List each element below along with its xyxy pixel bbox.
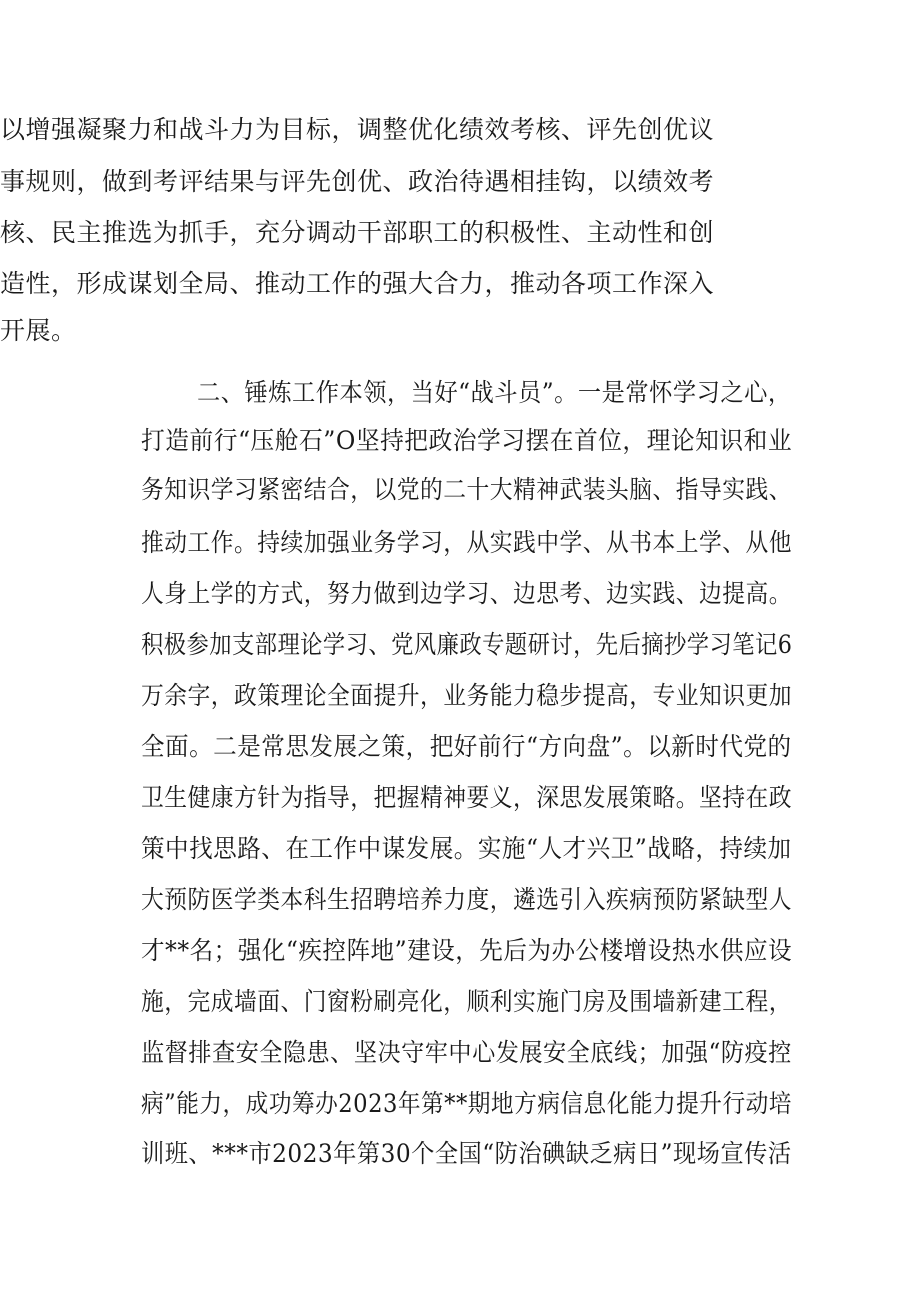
paragraph-line: 以增强凝聚力和战斗力为目标，调整优化绩效考核、评先创优议 xyxy=(0,115,715,144)
paragraph-line: 人身上学的方式，努力做到边学习、边思考、边实践、边提高。 xyxy=(141,579,793,608)
paragraph-line: 训班、***市2023年第30个全国“防治碘缺乏病日”现场宣传活 xyxy=(141,1139,792,1168)
paragraph-line: 卫生健康方针为指导，把握精神要义，深思发展策略。坚持在政 xyxy=(141,783,793,812)
paragraph-line: 监督排查安全隐患、坚决守牢中心发展安全底线；加强“防疫控 xyxy=(141,1038,792,1067)
paragraph-line: 施，完成墙面、门窗粉刷亮化，顺利实施门房及围墙新建工程， xyxy=(141,987,793,1016)
paragraph-line: 核、民主推选为抓手，充分调动干部职工的积极性、主动性和创 xyxy=(0,218,715,247)
paragraph-line: 大预防医学类本科生招聘培养力度，遴选引入疾病预防紧缺型人 xyxy=(141,885,793,914)
paragraph-line: 打造前行“压舱石”O坚持把政治学习摆在首位，理论知识和业 xyxy=(141,426,793,455)
paragraph-line: 病”能力，成功筹办2023年第**期地方病信息化能力提升行动培 xyxy=(141,1089,792,1118)
paragraph-line: 才**名；强化“疾控阵地”建设，先后为办公楼增设热水供应设 xyxy=(141,936,793,965)
paragraph-line: 策中找思路、在工作中谋发展。实施“人才兴卫”战略，持续加 xyxy=(141,834,792,863)
paragraph-line: 开展。 xyxy=(0,316,77,345)
paragraph-line: 务知识学习紧密结合，以党的二十大精神武装头脑、指导实践、 xyxy=(141,475,793,504)
paragraph-line: 全面。二是常思发展之策，把好前行“方向盘”。以新时代党的 xyxy=(141,732,792,761)
paragraph-line: 造性，形成谋划全局、推动工作的强大合力，推动各项工作深入 xyxy=(0,269,715,298)
paragraph-line: 积极参加支部理论学习、党风廉政专题研讨，先后摘抄学习笔记6 xyxy=(141,630,793,659)
paragraph-line: 推动工作。持续加强业务学习，从实践中学、从书本上学、从他 xyxy=(141,528,793,557)
paragraph-line: 事规则，做到考评结果与评先创优、政治待遇相挂钩，以绩效考 xyxy=(0,167,715,196)
paragraph-line: 万余字，政策理论全面提升，业务能力稳步提高，专业知识更加 xyxy=(141,681,793,710)
paragraph-line: 二、锤炼工作本领，当好“战斗员”。一是常怀学习之心， xyxy=(197,378,792,407)
